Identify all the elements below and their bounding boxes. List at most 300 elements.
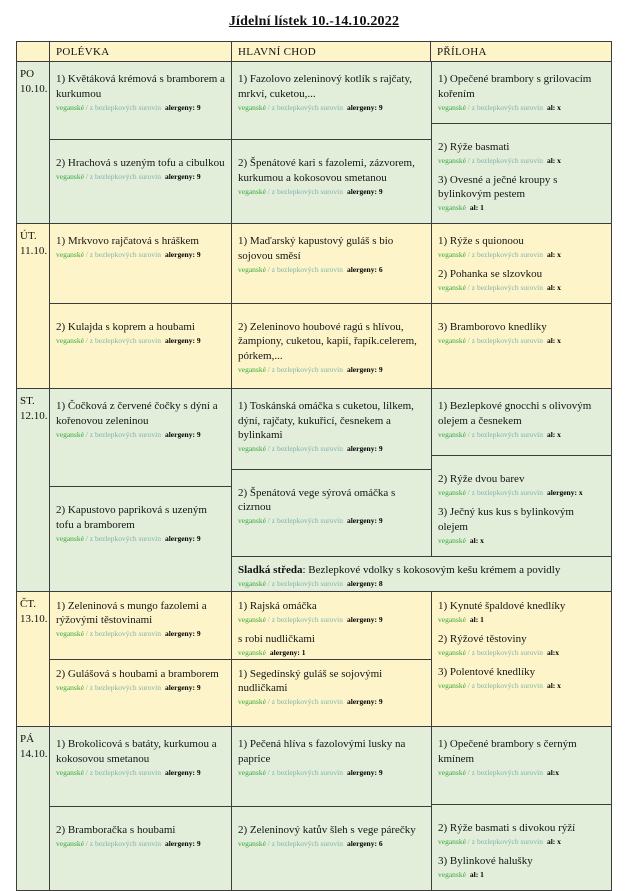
menu-item-text: 1) Bezlepkové gnocchi s olivovým olejem a česnekem — [438, 400, 592, 427]
table-header-row — [17, 42, 611, 62]
gluten-free-tag: / z bezlepkových surovin — [467, 102, 543, 112]
menu-item — [438, 399, 605, 439]
day-row — [17, 389, 611, 592]
gluten-free-tag: / z bezlepkových surovin — [267, 767, 343, 777]
gluten-free-tag: / z bezlepkových surovin — [85, 629, 161, 638]
main-course-cell — [232, 659, 431, 727]
vegan-tag: veganské — [56, 682, 84, 692]
menu-item-text: 2) Kulajda s koprem a houbami — [56, 320, 195, 333]
menu-item — [438, 505, 605, 545]
item-note — [56, 103, 225, 112]
vegan-tag: veganské — [238, 578, 266, 588]
menu-item — [438, 140, 605, 165]
main-course-cell — [232, 806, 431, 890]
main-col — [232, 727, 431, 890]
gluten-free-tag: / z bezlepkových surovin — [85, 429, 161, 439]
menu-item — [56, 503, 225, 543]
side-dish-cell — [432, 123, 611, 224]
item-note — [238, 516, 425, 525]
gluten-free-tag: / z bezlepkových surovin — [85, 767, 161, 777]
menu-item — [438, 173, 605, 213]
allergen-tag: alergeny: 9 — [164, 335, 201, 345]
day-row — [17, 727, 611, 890]
gluten-free-tag: / z bezlepkových surovin — [267, 364, 343, 374]
vegan-tag: veganské — [238, 364, 266, 374]
gluten-free-tag: / z bezlepkových surovin — [267, 102, 343, 112]
item-note — [56, 629, 225, 638]
soup-cell — [50, 727, 231, 806]
day-row — [17, 224, 611, 389]
allergen-tag: al: x — [546, 680, 561, 690]
special-text: Sladká středa: Bezlepkové vdolky s kokosovým kešu krémem a povidly — [238, 563, 561, 576]
allergen-tag: alergeny: 9 — [164, 839, 201, 848]
menu-item-text: 2) Rýžové těstoviny — [438, 632, 527, 645]
item-note — [438, 681, 605, 690]
item-note — [438, 837, 605, 846]
menu-item — [238, 667, 425, 707]
vegan-tag: veganské — [238, 264, 266, 274]
menu-item — [238, 632, 425, 657]
gluten-free-tag: / z bezlepkových surovin — [467, 250, 543, 259]
menu-item-text: 3) Ovesné a ječné kroupy s bylinkovým pestem — [438, 173, 558, 200]
allergen-tag: alergeny: 9 — [346, 767, 383, 777]
special-label: Sladká středa — [238, 563, 303, 576]
item-note — [438, 103, 605, 112]
soup-cell — [50, 62, 231, 139]
side-col — [431, 727, 611, 890]
side-dish-cell — [432, 62, 611, 123]
vegan-tag: veganské — [56, 767, 84, 777]
menu-item-text: 2) Hrachová s uzeným tofu a cibulkou — [56, 157, 225, 169]
vegan-tag: veganské — [56, 335, 84, 345]
menu-item — [238, 156, 425, 196]
menu-item — [56, 320, 225, 345]
gluten-free-tag: / z bezlepkových surovin — [467, 155, 543, 165]
day-name: ÚT. — [20, 230, 37, 242]
vegan-tag: veganské — [438, 837, 466, 846]
main-col — [232, 389, 431, 556]
menu-item-text: 1) Pečená hlíva s fazolovými lusky na paprice — [238, 738, 406, 765]
gluten-free-tag: / z bezlepkových surovin — [85, 102, 161, 112]
allergen-tag: alergeny: 9 — [164, 767, 201, 777]
menu-item-text: 3) Polentové knedlíky — [438, 665, 536, 678]
gluten-free-tag: / z bezlepkových surovin — [467, 283, 543, 292]
item-note — [238, 615, 425, 624]
soup-cell — [50, 303, 231, 389]
day-row — [17, 592, 611, 728]
menu-item — [438, 737, 605, 777]
menu-item-text: 1) Fazolovo zeleninový kotlík s rajčaty, mrkví, cuketou,... — [238, 73, 413, 100]
gluten-free-tag: / z bezlepkových surovin — [267, 264, 343, 274]
allergen-tag: alergeny: 9 — [346, 697, 383, 706]
menu-table — [16, 41, 612, 891]
main-and-side-block — [231, 224, 611, 388]
side-dish-cell — [432, 592, 611, 727]
menu-item-text: 2) Zeleninovo houbové ragú s hlívou, žampiony, cuketou, kapií, řapík.celerem, pórkem,... — [238, 320, 417, 362]
menu-item — [238, 72, 425, 112]
day-cell — [17, 389, 49, 591]
gluten-free-tag: / z bezlepkových surovin — [467, 429, 543, 439]
vegan-tag: veganské — [56, 533, 84, 543]
menu-item — [238, 599, 425, 624]
allergen-tag: alergeny: 9 — [346, 516, 383, 526]
day-name: ČT. — [20, 597, 36, 610]
gluten-free-tag: / z bezlepkových surovin — [467, 647, 543, 657]
main-course-cell — [232, 139, 431, 223]
item-note — [438, 536, 605, 545]
gluten-free-tag: / z bezlepkových surovin — [467, 837, 543, 846]
allergen-tag: al: x — [546, 837, 561, 846]
menu-item-text: 1) Květáková krémová s bramborem a kurkumou — [56, 73, 225, 100]
allergen-tag: alergeny: 9 — [164, 250, 201, 259]
gluten-free-tag: / z bezlepkových surovin — [85, 682, 161, 692]
menu-item — [438, 632, 605, 657]
vegan-tag: veganské — [438, 335, 466, 345]
main-side-row — [232, 727, 611, 890]
main-col — [232, 592, 431, 727]
day-date: 10.10. — [20, 83, 48, 95]
day-date: 14.10. — [20, 748, 48, 760]
menu-item-text: 1) Brokolicová s batáty, kurkumou a kokosovou smetanou — [56, 738, 217, 765]
main-course-cell — [232, 224, 431, 303]
item-note — [438, 615, 605, 624]
page-title: Jídelní lístek 10.-14.10.2022 — [228, 14, 400, 29]
menu-item-text: s robi nudličkami — [238, 632, 315, 645]
menu-item-text: 2) Rýže basmati s divokou rýží — [438, 822, 576, 834]
menu-item-text: 1) Rajská omáčka — [238, 599, 317, 612]
item-note — [238, 365, 425, 374]
menu-item — [56, 737, 225, 777]
menu-item-text: 1) Rýže s quionoou — [438, 235, 524, 247]
allergen-tag: al: x — [546, 155, 561, 165]
day-name: PÁ — [20, 733, 35, 745]
header-soup: POLÉVKA — [49, 42, 231, 61]
gluten-free-tag: / z bezlepkových surovin — [267, 697, 343, 706]
vegan-tag: veganské — [438, 283, 466, 292]
gluten-free-tag: / z bezlepkových surovin — [85, 250, 161, 259]
allergen-tag: alergeny: 9 — [346, 444, 383, 453]
menu-item — [56, 72, 225, 112]
day-name: PO — [20, 68, 35, 80]
item-note — [56, 683, 225, 692]
allergen-tag: al: x — [546, 283, 561, 292]
vegan-tag: veganské — [238, 614, 266, 624]
main-course-cell — [232, 62, 431, 139]
item-note — [438, 336, 605, 345]
item-note — [238, 839, 425, 848]
menu-item — [56, 667, 225, 692]
soup-cell — [50, 224, 231, 303]
vegan-tag: veganské — [56, 429, 84, 439]
menu-item-text: 2) Bramboračka s houbami — [56, 824, 176, 836]
item-note — [438, 870, 605, 879]
menu-item-text: 2) Gulášová s houbami a bramborem — [56, 667, 219, 680]
day-date: 13.10. — [20, 612, 48, 625]
menu-item-text: 1) Čočková z červené čočky s dýní a kořenovou zeleninou — [56, 400, 218, 427]
main-col — [232, 62, 431, 223]
menu-item — [238, 399, 425, 453]
allergen-tag: al: x — [546, 250, 561, 259]
allergen-tag: al: 1 — [469, 203, 484, 212]
item-note — [56, 430, 225, 439]
main-course-cell — [232, 389, 431, 469]
gluten-free-tag: / z bezlepkových surovin — [467, 767, 543, 777]
menu-item — [438, 267, 605, 292]
item-note — [238, 579, 605, 588]
menu-item — [56, 156, 225, 181]
menu-item — [438, 821, 605, 846]
menu-item — [438, 599, 605, 624]
menu-item — [56, 823, 225, 848]
item-note — [438, 430, 605, 439]
allergen-tag: alergeny: 8 — [346, 578, 383, 588]
allergen-tag: alergeny: 9 — [346, 614, 383, 624]
main-side-row — [232, 224, 611, 388]
item-note — [438, 250, 605, 259]
vegan-tag: veganské — [438, 870, 466, 879]
soup-cell — [50, 659, 231, 727]
vegan-tag: veganské — [238, 102, 266, 112]
soup-col — [49, 389, 231, 591]
allergen-tag: alergeny: x — [546, 488, 583, 497]
allergen-tag: alergeny: 1 — [269, 647, 306, 657]
gluten-free-tag: / z bezlepkových surovin — [467, 680, 543, 690]
menu-item-text: 1) Maďarský kapustový guláš s bio sojovou směsí — [238, 235, 394, 262]
menu-item-text: 3) Ječný kus kus s bylinkovým olejem — [438, 506, 574, 533]
allergen-tag: alergeny: 9 — [164, 682, 201, 692]
side-dish-cell — [432, 727, 611, 804]
vegan-tag: veganské — [438, 680, 466, 690]
vegan-tag: veganské — [438, 429, 466, 439]
main-course-cell — [232, 469, 431, 556]
vegan-tag: veganské — [438, 767, 466, 777]
menu-item — [438, 854, 605, 879]
item-note — [56, 534, 225, 543]
item-note — [56, 172, 225, 181]
main-course-cell — [232, 303, 431, 389]
item-note — [438, 283, 605, 292]
menu-item — [56, 599, 225, 639]
menu-item-text: 2) Rýže dvou barev — [438, 473, 525, 485]
item-note — [238, 265, 425, 274]
soup-cell — [50, 389, 231, 486]
item-note — [238, 103, 425, 112]
allergen-tag: alergeny: 9 — [346, 364, 383, 374]
item-note — [438, 156, 605, 165]
soup-col — [49, 62, 231, 223]
item-note — [438, 488, 605, 497]
side-dish-cell — [432, 455, 611, 556]
vegan-tag: veganské — [438, 102, 466, 112]
main-and-side-block — [231, 389, 611, 591]
vegan-tag: veganské — [238, 186, 266, 196]
menu-item-text: 2) Špenátová vege sýrová omáčka s cizrnou — [238, 486, 396, 514]
menu-item — [56, 234, 225, 259]
soup-col — [49, 727, 231, 890]
day-date: 11.10. — [20, 245, 48, 257]
vegan-tag: veganské — [438, 647, 466, 657]
item-note — [56, 839, 225, 848]
menu-item-text: 3) Bylinkové halušky — [438, 855, 533, 867]
item-note — [238, 648, 425, 657]
vegan-tag: veganské — [56, 172, 84, 181]
item-note — [56, 250, 225, 259]
vegan-tag: veganské — [238, 697, 266, 706]
allergen-tag: alergeny: 6 — [346, 839, 383, 848]
allergen-tag: alergeny: 9 — [346, 102, 383, 112]
allergen-tag: alergeny: 9 — [164, 102, 201, 112]
vegan-tag: veganské — [238, 516, 266, 526]
day-date: 12.10. — [20, 410, 48, 422]
menu-item — [438, 320, 605, 345]
main-side-row — [232, 592, 611, 727]
soup-cell — [50, 592, 231, 659]
item-note — [56, 768, 225, 777]
gluten-free-tag: / z bezlepkových surovin — [267, 614, 343, 624]
vegan-tag: veganské — [438, 614, 466, 624]
gluten-free-tag: / z bezlepkových surovin — [267, 444, 343, 453]
side-col — [431, 592, 611, 727]
menu-item-text: 2) Pohanka se slzovkou — [438, 268, 543, 280]
main-col — [232, 224, 431, 388]
day-cell — [17, 224, 49, 388]
item-note — [238, 697, 425, 706]
vegan-tag: veganské — [238, 444, 266, 453]
item-note — [238, 444, 425, 453]
main-course-cell — [232, 592, 431, 659]
menu-item-text: 3) Bramborovo knedlíky — [438, 320, 547, 333]
side-dish-cell — [432, 303, 611, 389]
gluten-free-tag: / z bezlepkových surovin — [267, 516, 343, 526]
allergen-tag: al: x — [546, 102, 561, 112]
allergen-tag: alergeny: 9 — [164, 533, 201, 543]
vegan-tag: veganské — [56, 102, 84, 112]
allergen-tag: al: 1 — [469, 614, 484, 624]
day-name: ST. — [20, 395, 35, 407]
soup-cell — [50, 139, 231, 223]
menu-item-text: 1) Kynuté špaldové knedlíky — [438, 599, 566, 612]
menu-item-text: 2) Zeleninový katův šleh s vege párečky — [238, 824, 416, 836]
gluten-free-tag: / z bezlepkových surovin — [85, 172, 161, 181]
allergen-tag: al:x — [546, 767, 560, 777]
main-and-side-block — [231, 592, 611, 727]
gluten-free-tag: / z bezlepkových surovin — [85, 335, 161, 345]
allergen-tag: al: x — [469, 535, 484, 545]
allergen-tag: al: 1 — [469, 870, 484, 879]
side-col — [431, 224, 611, 388]
vegan-tag: veganské — [438, 155, 466, 165]
soup-cell — [50, 486, 231, 590]
day-row — [17, 62, 611, 224]
main-and-side-block — [231, 727, 611, 890]
side-dish-cell — [432, 389, 611, 455]
menu-item — [438, 72, 605, 112]
item-note — [438, 203, 605, 212]
header-day-cell — [17, 42, 49, 61]
item-note — [238, 768, 425, 777]
menu-item — [438, 665, 605, 690]
item-note — [438, 768, 605, 777]
side-dish-cell — [432, 804, 611, 890]
vegan-tag: veganské — [56, 839, 84, 848]
side-dish-cell — [432, 224, 611, 303]
menu-item-text: 1) Opečené brambory s černým kmínem — [438, 738, 577, 765]
allergen-tag: alergeny: 9 — [164, 172, 201, 181]
gluten-free-tag: / z bezlepkových surovin — [267, 186, 343, 196]
gluten-free-tag: / z bezlepkových surovin — [85, 839, 161, 848]
vegan-tag: veganské — [438, 250, 466, 259]
menu-item-text: 2) Rýže basmati — [438, 140, 510, 153]
main-side-row — [232, 62, 611, 223]
menu-item — [238, 737, 425, 777]
vegan-tag: veganské — [438, 488, 466, 497]
menu-item-text: 1) Toskánská omáčka s cuketou, lilkem, dýní, rajčaty, kukuřicí, česnekem a bylinkami — [238, 400, 414, 441]
allergen-tag: alergeny: 9 — [346, 186, 383, 196]
menu-item-text: 2) Špenátové kari s fazolemi, zázvorem, kurkumou a kokosovou smetanou — [238, 157, 415, 184]
vegan-tag: veganské — [238, 767, 266, 777]
menu-item — [438, 234, 605, 259]
side-col — [431, 389, 611, 556]
allergen-tag: al: x — [546, 429, 561, 439]
header-main-course: HLAVNÍ CHOD — [231, 42, 430, 61]
allergen-tag: al:x — [546, 647, 560, 657]
header-side-dish: PŘÍLOHA — [430, 42, 611, 61]
soup-cell — [50, 806, 231, 890]
menu-item-text: 1) Opečené brambory s grilovacím kořením — [438, 73, 592, 100]
main-course-cell — [232, 727, 431, 806]
item-note — [238, 187, 425, 196]
gluten-free-tag: / z bezlepkových surovin — [85, 533, 161, 543]
gluten-free-tag: / z bezlepkových surovin — [267, 578, 343, 588]
vegan-tag: veganské — [438, 535, 466, 545]
day-cell — [17, 62, 49, 223]
soup-col — [49, 592, 231, 727]
menu-item — [238, 823, 425, 848]
allergen-tag: al: x — [546, 335, 561, 345]
menu-item — [438, 472, 605, 497]
menu-item-text: 1) Segedínský guláš se sojovými nudličkami — [238, 667, 383, 694]
vegan-tag: veganské — [56, 250, 84, 259]
menu-item-text: 2) Kapustovo papriková s uzeným tofu a bramborem — [56, 504, 207, 531]
day-rows-container — [17, 62, 611, 890]
menu-item — [238, 320, 425, 374]
vegan-tag: veganské — [238, 647, 266, 657]
menu-item-text: 1) Mrkvovo rajčatová s hráškem — [56, 235, 199, 247]
vegan-tag: veganské — [56, 629, 84, 638]
vegan-tag: veganské — [238, 839, 266, 848]
gluten-free-tag: / z bezlepkových surovin — [467, 488, 543, 497]
soup-col — [49, 224, 231, 388]
allergen-tag: alergeny: 6 — [346, 264, 383, 274]
menu-item — [238, 234, 425, 274]
vegan-tag: veganské — [438, 203, 466, 212]
menu-item — [238, 486, 425, 526]
item-note — [438, 648, 605, 657]
item-note — [56, 336, 225, 345]
side-col — [431, 62, 611, 223]
day-cell — [17, 592, 49, 727]
allergen-tag: alergeny: 9 — [164, 429, 201, 439]
day-cell — [17, 727, 49, 890]
special-row — [232, 556, 611, 591]
main-and-side-block — [231, 62, 611, 223]
menu-item — [56, 399, 225, 439]
allergen-tag: alergeny: 9 — [164, 629, 201, 638]
main-side-row — [232, 389, 611, 556]
menu-item-text: 1) Zeleninová s mungo fazolemi a rýžovými těstovinami — [56, 599, 207, 626]
gluten-free-tag: / z bezlepkových surovin — [267, 839, 343, 848]
gluten-free-tag: / z bezlepkových surovin — [467, 335, 543, 345]
